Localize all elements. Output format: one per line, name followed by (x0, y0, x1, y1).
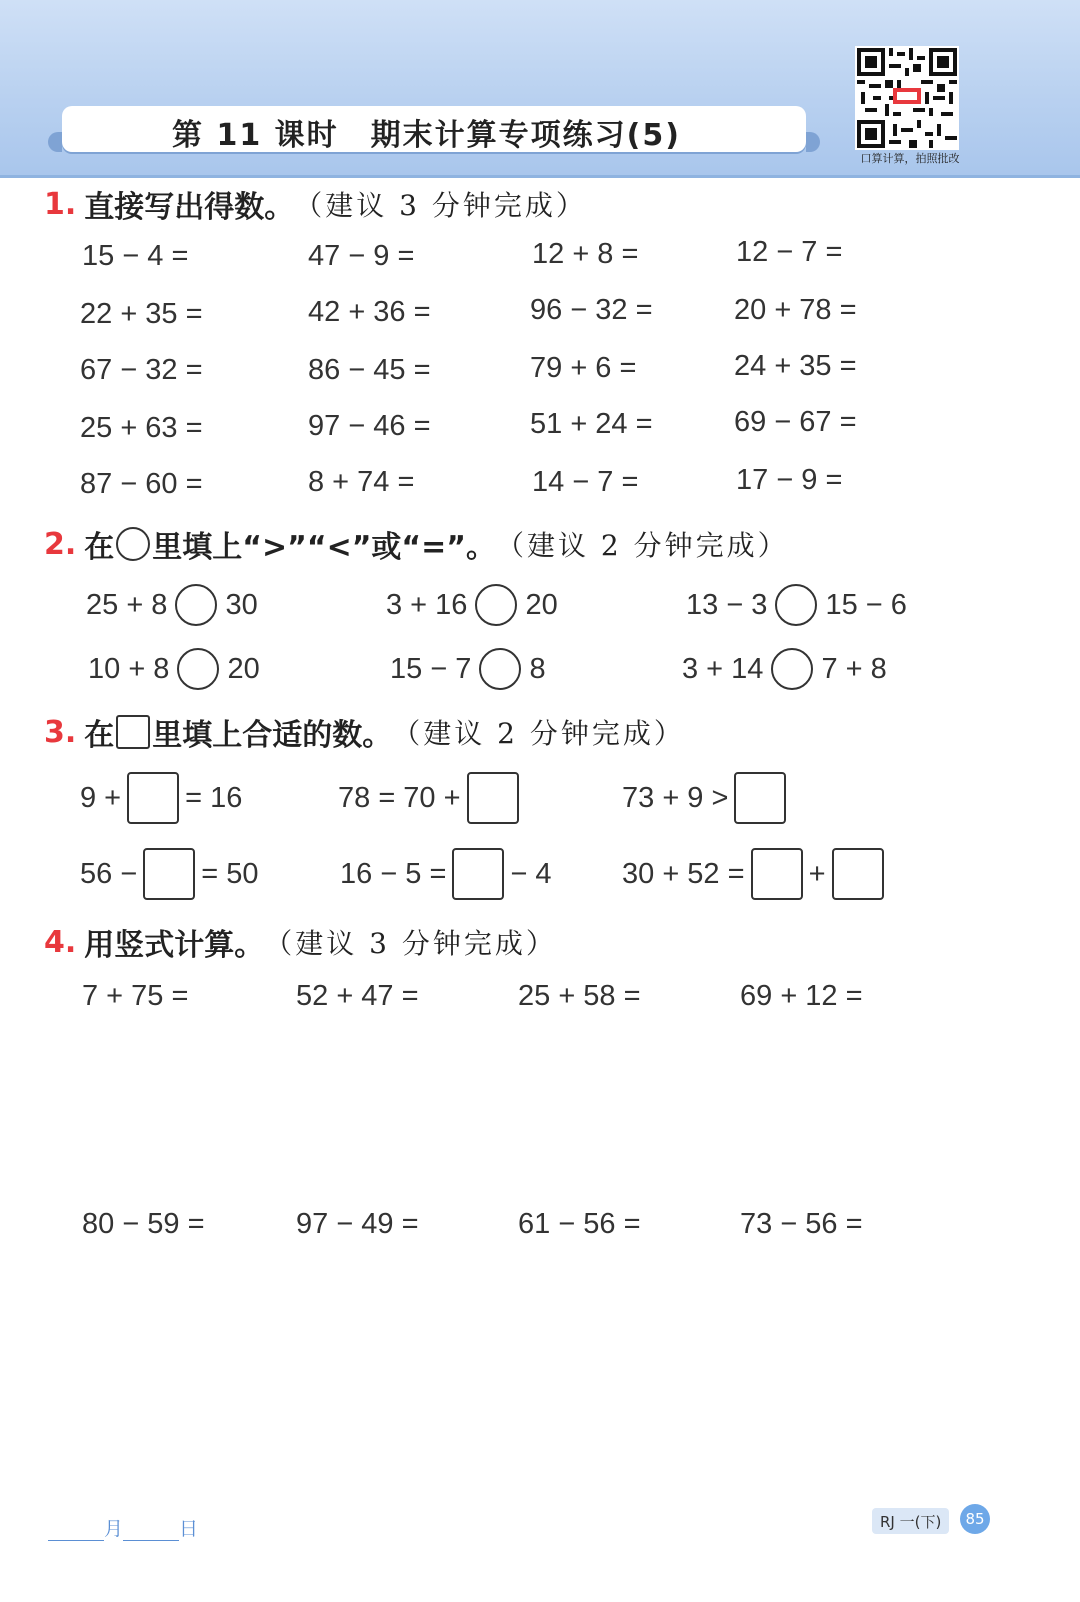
answer-circle[interactable] (475, 584, 517, 626)
title-tab (62, 106, 806, 152)
vertical-calc-item: 97 − 49 = (296, 1208, 419, 1240)
question-number: 1. (44, 186, 77, 222)
answer-box[interactable] (452, 848, 504, 900)
question-title: 用竖式计算。 (84, 928, 265, 963)
answer-box[interactable] (751, 848, 803, 900)
compare-left: 3 + 14 (682, 652, 764, 685)
time-hint: （建议 2 分钟完成） (392, 717, 685, 750)
exercise-item: 87 − 60 = (80, 468, 203, 500)
compare-left: 25 + 8 (86, 588, 168, 621)
fill-box-item (340, 848, 552, 900)
question-title-part: 在 (84, 718, 115, 753)
compare-item (86, 584, 258, 626)
exercise-item: 15 − 4 = (82, 240, 189, 272)
exercise-item: 20 + 78 = (734, 294, 857, 326)
edition-code: RJ 一(下) (872, 1508, 949, 1534)
answer-box[interactable] (127, 772, 179, 824)
question-number: 2. (44, 526, 77, 562)
answer-box[interactable] (143, 848, 195, 900)
circle-symbol (116, 527, 150, 561)
question-title: 直接写出得数。 (84, 190, 295, 225)
month-label: 月 (104, 1518, 124, 1540)
question-title-part: 在 (84, 530, 115, 565)
exercise-item: 51 + 24 = (530, 408, 653, 440)
vertical-calc-item: 80 − 59 = (82, 1208, 205, 1240)
exercise-item: 42 + 36 = (308, 296, 431, 328)
compare-left: 3 + 16 (386, 588, 468, 621)
answer-box[interactable] (832, 848, 884, 900)
day-blank[interactable] (123, 1523, 179, 1541)
compare-right: 30 (225, 588, 258, 621)
compare-right: 20 (525, 588, 558, 621)
compare-item (390, 648, 546, 690)
exercise-item: 14 − 7 = (532, 466, 639, 498)
question-1-heading (44, 182, 587, 226)
question-4-heading (44, 920, 557, 964)
answer-circle[interactable] (771, 648, 813, 690)
exercise-item: 97 − 46 = (308, 410, 431, 442)
qr-caption: 口算计算，拍照批改 (860, 152, 960, 165)
qr-code-icon (857, 48, 957, 148)
answer-box[interactable] (734, 772, 786, 824)
compare-right: 7 + 8 (821, 652, 887, 685)
exercise-item: 22 + 35 = (80, 298, 203, 330)
fill-left: 56 − (80, 857, 138, 890)
month-blank[interactable] (48, 1523, 104, 1541)
vertical-calc-item: 25 + 58 = (518, 980, 641, 1012)
compare-item (88, 648, 260, 690)
fill-right: + (808, 857, 826, 890)
compare-left: 10 + 8 (88, 652, 170, 685)
exercise-item: 17 − 9 = (736, 464, 843, 496)
exercise-item: 12 − 7 = (736, 236, 843, 268)
fill-left: 73 + 9 > (622, 781, 729, 814)
compare-item (686, 584, 907, 626)
vertical-calc-item: 52 + 47 = (296, 980, 419, 1012)
fill-right: − 4 (510, 857, 552, 890)
fill-left: 9 + (80, 781, 122, 814)
fill-left: 30 + 52 = (622, 857, 745, 890)
fill-box-item (338, 772, 525, 824)
fill-box-item (622, 772, 792, 824)
exercise-item: 79 + 6 = (530, 352, 637, 384)
answer-circle[interactable] (175, 584, 217, 626)
exercise-item: 69 − 67 = (734, 406, 857, 438)
compare-right: 15 − 6 (825, 588, 907, 621)
compare-left: 13 − 3 (686, 588, 768, 621)
box-symbol (116, 715, 150, 749)
exercise-item: 86 − 45 = (308, 354, 431, 386)
fill-left: 16 − 5 = (340, 857, 447, 890)
vertical-calc-item: 69 + 12 = (740, 980, 863, 1012)
vertical-calc-item: 61 − 56 = (518, 1208, 641, 1240)
question-title-part: 里填上合适的数。 (152, 718, 393, 753)
question-number: 4. (44, 924, 77, 960)
qr-code[interactable] (855, 46, 959, 150)
question-number: 3. (44, 714, 77, 750)
exercise-item: 8 + 74 = (308, 466, 415, 498)
page-title: 第 11 课时 期末计算专项练习(5) (172, 118, 681, 153)
fill-box-item (622, 848, 890, 900)
fill-right: = 16 (185, 781, 243, 814)
fill-box-item (80, 848, 259, 900)
exercise-item: 47 − 9 = (308, 240, 415, 272)
fill-left: 78 = 70 + (338, 781, 461, 814)
question-title-part: 里填上“>”“<”或“=”。 (152, 530, 496, 565)
exercise-item: 24 + 35 = (734, 350, 857, 382)
page-number: 85 (960, 1504, 990, 1534)
exercise-item: 96 − 32 = (530, 294, 653, 326)
date-field (48, 1514, 198, 1541)
answer-circle[interactable] (775, 584, 817, 626)
fill-box-item (80, 772, 242, 824)
time-hint: （建议 3 分钟完成） (294, 189, 587, 222)
answer-circle[interactable] (479, 648, 521, 690)
question-3-heading (44, 710, 685, 754)
exercise-item: 25 + 63 = (80, 412, 203, 444)
vertical-calc-item: 73 − 56 = (740, 1208, 863, 1240)
answer-box[interactable] (467, 772, 519, 824)
day-label: 日 (179, 1518, 199, 1540)
exercise-item: 12 + 8 = (532, 238, 639, 270)
time-hint: （建议 3 分钟完成） (264, 927, 557, 960)
compare-right: 8 (529, 652, 546, 685)
compare-left: 15 − 7 (390, 652, 472, 685)
compare-item (386, 584, 558, 626)
question-2-heading (44, 522, 789, 566)
vertical-calc-item: 7 + 75 = (82, 980, 189, 1012)
answer-circle[interactable] (177, 648, 219, 690)
exercise-item: 67 − 32 = (80, 354, 203, 386)
time-hint: （建议 2 分钟完成） (496, 529, 789, 562)
compare-item (682, 648, 887, 690)
compare-right: 20 (227, 652, 260, 685)
fill-right: = 50 (201, 857, 259, 890)
